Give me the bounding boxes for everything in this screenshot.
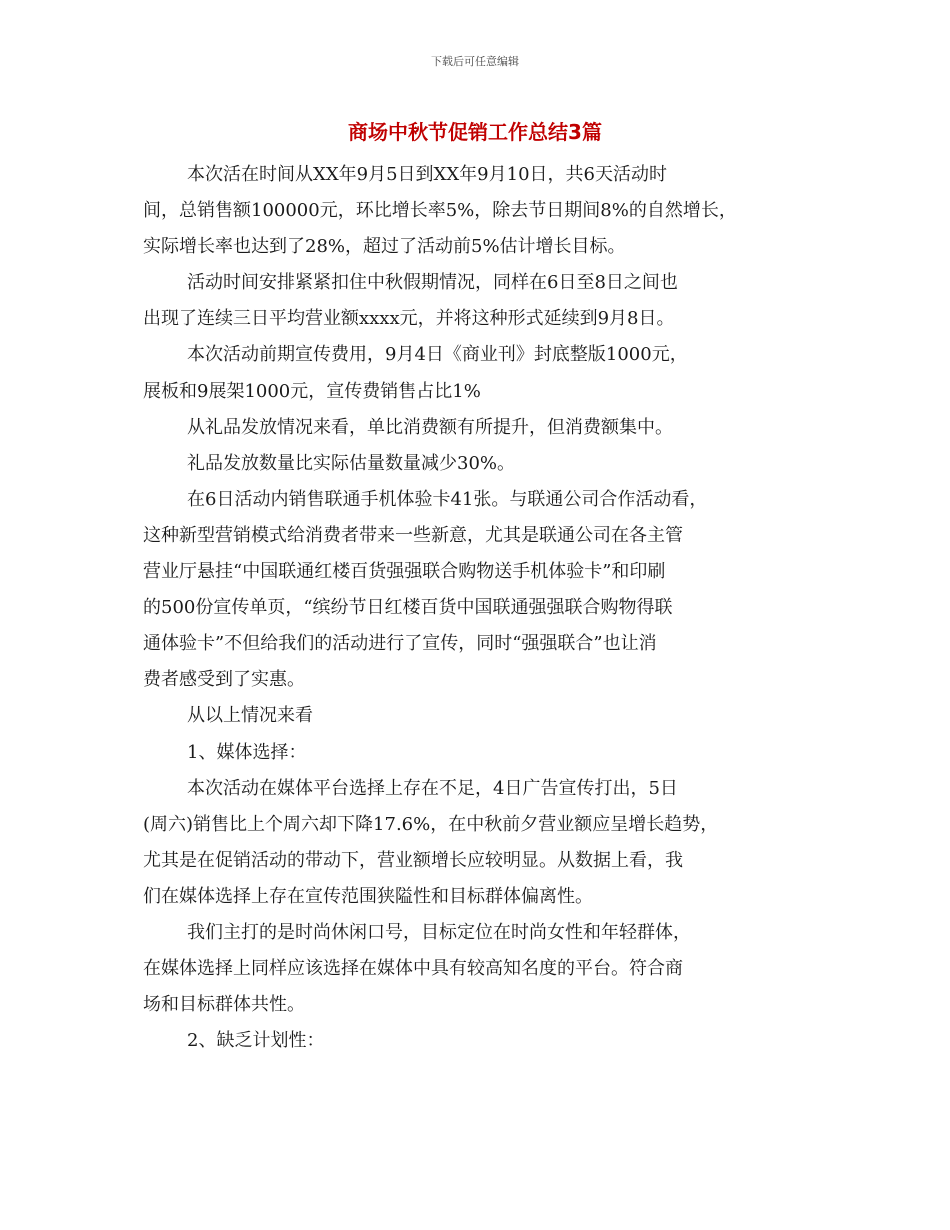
body-line: 通体验卡”不但给我们的活动进行了宣传，同时“强强联合”也让消 bbox=[143, 633, 657, 655]
body-line: 的500份宣传单页，“缤纷节日红楼百货中国联通强强联合购物得联 bbox=[143, 597, 673, 619]
body-line: 在6日活动内销售联通手机体验卡41张。与联通公司合作活动看， bbox=[187, 488, 708, 510]
body-line: 这种新型营销模式给消费者带来一些新意，尤其是联通公司在各主管 bbox=[143, 524, 683, 546]
body-line: 我们主打的是时尚休闲口号，目标定位在时尚女性和年轻群体， bbox=[187, 921, 691, 943]
body-line: 实际增长率也达到了28%，超过了活动前5%估计增长目标。 bbox=[143, 236, 626, 258]
body-line: 1、媒体选择： bbox=[187, 741, 307, 763]
body-line: 营业厅悬挂“中国联通红楼百货强强联合购物送手机体验卡”和印刷 bbox=[143, 561, 666, 583]
body-line: 活动时间安排紧紧扣住中秋假期情况，同样在6日至8日之间也 bbox=[187, 272, 678, 294]
body-line: 从以上情况来看 bbox=[187, 705, 313, 727]
body-line: 场和目标群体共性。 bbox=[143, 994, 305, 1016]
document-body bbox=[143, 157, 823, 1059]
document-title: 商场中秋节促销工作总结3篇 bbox=[348, 120, 602, 144]
body-line: 间，总销售额100000元，环比增长率5%，除去节日期间8%的自然增长， bbox=[143, 200, 737, 222]
body-line: 尤其是在促销活动的带动下，营业额增长应较明显。从数据上看，我 bbox=[143, 849, 683, 871]
body-line: 本次活动前期宣传费用，9月4日《商业刊》封底整版1000元， bbox=[187, 344, 688, 366]
body-line: 从礼品发放情况来看，单比消费额有所提升，但消费额集中。 bbox=[187, 416, 673, 438]
body-line: 展板和9展架1000元，宣传费销售占比1% bbox=[143, 380, 481, 402]
header-note: 下载后可任意编辑 bbox=[431, 55, 519, 68]
body-line: 2、缺乏计划性： bbox=[187, 1030, 325, 1052]
body-line: 出现了连续三日平均营业额xxxx元，并将这种形式延续到9月8日。 bbox=[143, 308, 675, 330]
body-line: 本次活动在媒体平台选择上存在不足，4日广告宣传打出，5日 bbox=[187, 777, 678, 799]
body-line: 礼品发放数量比实际估量数量减少30%。 bbox=[187, 452, 516, 474]
body-line: 在媒体选择上同样应该选择在媒体中具有较高知名度的平台。符合商 bbox=[143, 958, 683, 980]
body-line: 们在媒体选择上存在宣传范围狭隘性和目标群体偏离性。 bbox=[143, 885, 593, 907]
body-line: 费者感受到了实惠。 bbox=[143, 669, 305, 691]
body-line: 本次活在时间从XX年9月5日到XX年9月10日，共6天活动时 bbox=[187, 164, 667, 185]
body-line: (周六)销售比上个周六却下降17.6%，在中秋前夕营业额应呈增长趋势， bbox=[143, 813, 719, 835]
